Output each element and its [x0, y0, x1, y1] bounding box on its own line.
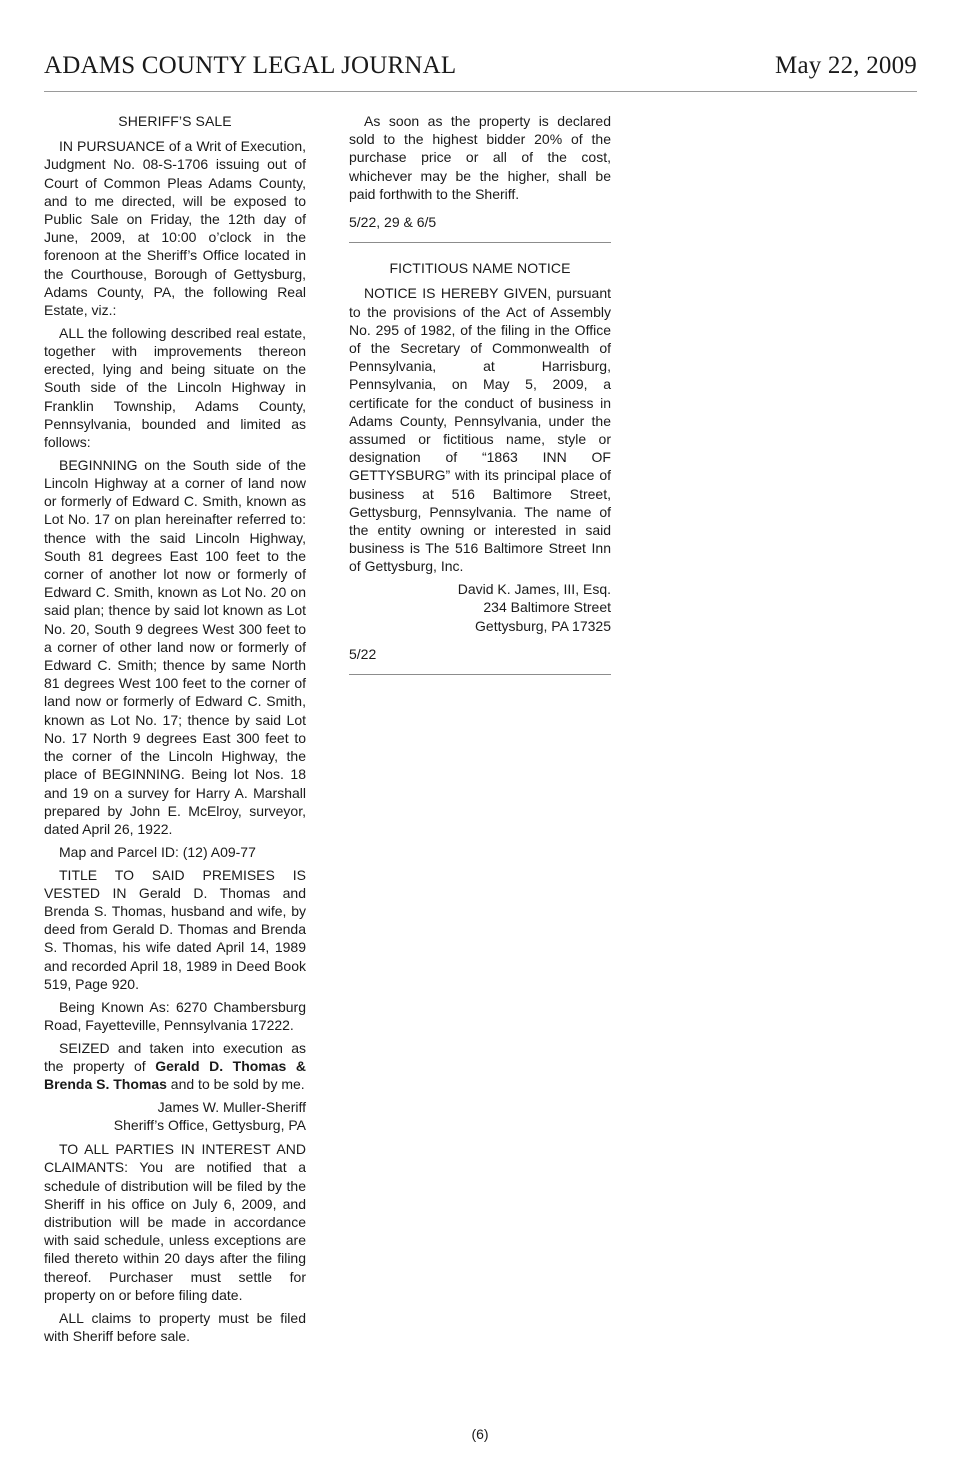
boundary-description-paragraph: BEGINNING on the South side of the Lincoln Highway at a corner of land now or formerly of Edward C. Smith, known as Lot No. 17 on plan hereinafter referred to: thence with the said Lincoln Highway, South 81 degrees East 100 feet to the corner of another lot now or formerly of Edward C. Smith, known as Lot No. 20 on said plan; thence by said lot known as Lot No. 20, South 9 degrees West 300 feet to a corner of other land now or formerly of Edward C. Smith; thence by same North 81 degrees West 100 feet to the corner of land now or formerly of Edward C. Smith, known as Lot No. 17; thence by said Lot No. 17 North 9 degrees East 300 feet to the corner of the Lincoln Highway, the place of BEGINNING. Being lot Nos. 18 and 19 on a survey for Harry A. Marshall prepared by John E. McElroy, surveyor, dated April 26, 1922. — [44, 456, 306, 837]
page-header — [44, 52, 917, 88]
fictitious-name-heading: FICTITIOUS NAME NOTICE — [389, 260, 571, 277]
notice-divider — [349, 674, 611, 675]
property-description-paragraph: ALL the following described real estate, together with improvements thereon erected, lying and being situate on the South side of the Lincoln Highway in Franklin Township, Adams County, Pennsylvania, bounded and limited as follows: — [44, 324, 306, 451]
attorney-city: Gettysburg, PA 17325 — [475, 617, 611, 634]
seized-paragraph — [44, 1039, 306, 1094]
notice-divider — [349, 242, 611, 243]
distribution-notice-paragraph: TO ALL PARTIES IN INTEREST AND CLAIMANTS: You are notified that a schedule of distribution will be filed by the Sheriff in his office on July 6, 2009, and distribution will be made in accordance with said schedule, unless exceptions are filed thereto within 20 days after the filing thereof. Purchaser must settle for property on or before filing date. — [44, 1141, 306, 1303]
sheriff-signature — [44, 1098, 306, 1134]
journal-title: ADAMS COUNTY LEGAL JOURNAL — [44, 52, 457, 79]
sheriff-sale-run-dates: 5/22, 29 & 6/5 — [349, 214, 437, 231]
payment-terms-paragraph: As soon as the property is declared sold to the highest bidder 20% of the purchase price or all of the cost, whichever may be the higher, shall be paid forthwith to the Sheriff. — [349, 113, 611, 202]
parcel-id-paragraph: Map and Parcel ID: (12) A09-77 — [59, 843, 256, 860]
sheriff-name: James W. Muller-Sheriff — [157, 1098, 306, 1115]
right-column — [349, 112, 611, 691]
known-as-paragraph: Being Known As: 6270 Chambersburg Road, Fayetteville, Pennsylvania 17222. — [44, 998, 306, 1033]
page-number: (6) — [471, 1426, 489, 1442]
header-divider — [44, 91, 917, 92]
fictitious-name-paragraph: NOTICE IS HEREBY GIVEN, pursuant to the provisions of the Act of Assembly No. 295 of 1982, of the filing in the Office of the Secretary of Commonwealth of Pennsylvania, at Harrisburg, Pennsylvania, on May 5, 2009, a certificate for the conduct of business in Adams County, Pennsylvania, under the assumed or fictitious name, style or designation of “1863 INN OF GETTYSBURG” with its principal place of business at 516 Baltimore Street, Gettysburg, Pennsylvania. The name of the entity owning or interested in said business is The 516 Baltimore Street Inn of Gettysburg, Inc. — [349, 285, 611, 575]
seized-text-pre: SEIZED and taken into execution as the property of — [44, 1039, 306, 1074]
property-owners: Gerald D. Thomas & Brenda S. Thomas — [44, 1057, 307, 1092]
seized-text-post: and to be sold by me. — [166, 1075, 305, 1092]
fictitious-name-run-dates: 5/22 — [349, 645, 377, 662]
sheriff-office: Sheriff’s Office, Gettysburg, PA — [113, 1116, 306, 1133]
attorney-street: 234 Baltimore Street — [483, 599, 611, 616]
left-column — [44, 112, 306, 1350]
attorney-signature — [349, 580, 611, 635]
issue-date: May 22, 2009 — [775, 52, 917, 79]
claims-paragraph: ALL claims to property must be filed with Sheriff before sale. — [44, 1309, 306, 1344]
sheriff-sale-heading: SHERIFF’S SALE — [118, 113, 232, 129]
title-vesting-paragraph: TITLE TO SAID PREMISES IS VESTED IN Gerald D. Thomas and Brenda S. Thomas, husband and wife, by deed from Gerald D. Thomas and Brenda S. Thomas, his wife dated April 14, 1989 and recorded April 18, 1989 in Deed Book 519, Page 920. — [44, 866, 306, 992]
writ-paragraph: IN PURSUANCE of a Writ of Execution, Judgment No. 08-S-1706 issuing out of Court of Common Pleas Adams County, and to me directed, will be exposed to Public Sale on Friday, the 12th day of June, 2009, at 10:00 o’clock in the forenoon at the Sheriff’s Office located in the Courthouse, Borough of Gettysburg, Adams County, PA, the following Real Estate, viz.: — [44, 138, 306, 319]
attorney-name: David K. James, III, Esq. — [457, 581, 611, 598]
